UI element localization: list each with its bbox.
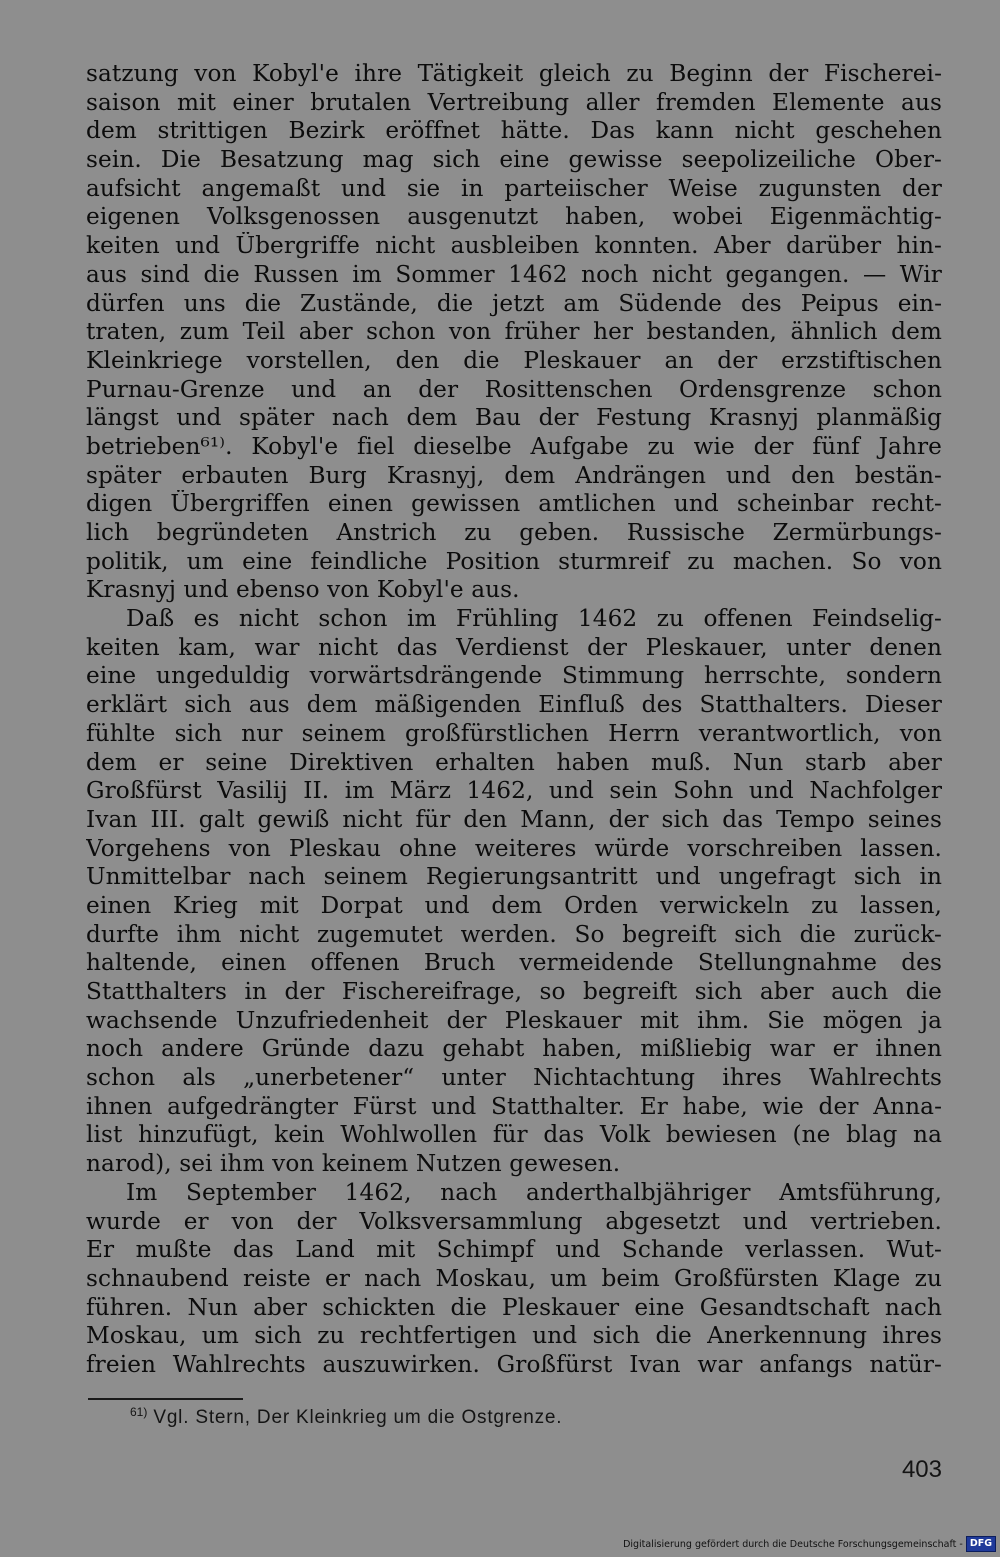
text-line: schon als „unerbetener“ unter Nichtachtung ihres Wahlrechts: [86, 1064, 942, 1092]
body-text: [86, 60, 942, 1380]
text-line: fühlte sich nur seinem großfürstlichen Herrn verantwortlich, von: [86, 719, 942, 747]
paragraph: [86, 60, 942, 605]
text-line: Purnau-Grenze und an der Rosittenschen Ordensgrenze schon: [86, 375, 942, 403]
text-line: später erbauten Burg Krasnyj, dem Andrängen und den bestän-: [86, 461, 942, 489]
text-line: längst und später nach dem Bau der Festung Krasnyj planmäßig: [86, 404, 942, 432]
text-line: narod), sei ihm von keinem Nutzen gewesen.: [86, 1150, 621, 1178]
text-line: Moskau, um sich zu rechtfertigen und sich die Anerkennung ihres: [86, 1322, 942, 1350]
footnote: [130, 1407, 562, 1429]
text-line: wachsende Unzufriedenheit der Pleskauer mit ihm. Sie mögen ja: [86, 1006, 942, 1034]
text-line: freien Wahlrechts auszuwirken. Großfürst Ivan war anfangs natür-: [86, 1350, 942, 1378]
text-line: Ivan III. galt gewiß nicht für den Mann, der sich das Tempo seines: [86, 805, 942, 833]
text-line: Großfürst Vasilij II. im März 1462, und sein Sohn und Nachfolger: [86, 777, 942, 805]
text-line: Er mußte das Land mit Schimpf und Schande verlassen. Wut-: [86, 1236, 942, 1264]
text-line: Kleinkriege vorstellen, den die Pleskauer an der erzstiftischen: [86, 346, 942, 374]
text-line: politik, um eine feindliche Position sturmreif zu machen. So von: [86, 547, 942, 575]
text-line: betrieben⁶¹⁾. Kobyl'e fiel dieselbe Aufgabe zu wie der fünf Jahre: [86, 432, 942, 460]
text-line: einen Krieg mit Dorpat und dem Orden verwickeln zu lassen,: [86, 891, 942, 919]
text-line: erklärt sich aus dem mäßigenden Einfluß des Statthalters. Dieser: [86, 691, 942, 719]
text-line: keiten kam, war nicht das Verdienst der Pleskauer, unter denen: [86, 633, 942, 661]
text-line: sein. Die Besatzung mag sich eine gewisse seepolizeiliche Ober-: [86, 146, 942, 174]
text-line: eigenen Volksgenossen ausgenutzt haben, wobei Eigenmächtig-: [86, 203, 942, 231]
dfg-logo: DFG: [966, 1536, 996, 1552]
paragraph: [86, 605, 942, 1179]
text-line: dem strittigen Bezirk eröffnet hätte. Das kann nicht geschehen: [86, 117, 942, 145]
text-line: Krasnyj und ebenso von Kobyl'e aus.: [86, 576, 520, 604]
text-line: ihnen aufgedrängter Fürst und Statthalter. Er habe, wie der Anna-: [86, 1092, 942, 1120]
digitization-credit: [623, 1535, 996, 1553]
paragraph: [86, 1179, 942, 1380]
page-number: 403: [901, 1456, 942, 1483]
text-line: führen. Nun aber schickten die Pleskauer eine Gesandtschaft nach: [86, 1293, 942, 1321]
text-line: Statthalters in der Fischereifrage, so begreift sich aber auch die: [86, 978, 942, 1005]
text-line: wurde er von der Volksversammlung abgesetzt und vertrieben.: [86, 1207, 942, 1235]
text-line: Unmittelbar nach seinem Regierungsantritt und ungefragt sich in: [86, 863, 942, 891]
text-line: Daß es nicht schon im Frühling 1462 zu offenen Feindselig-: [126, 605, 942, 633]
text-line: aus sind die Russen im Sommer 1462 noch nicht gegangen. — Wir: [86, 260, 942, 288]
footnote-text: Vgl. Stern, Der Kleinkrieg um die Ostgrenze.: [153, 1407, 563, 1428]
text-line: digen Übergriffen einen gewissen amtlichen und scheinbar recht-: [86, 490, 942, 518]
text-line: haltende, einen offenen Bruch vermeidende Stellungnahme des: [86, 949, 942, 977]
text-line: dürfen uns die Zustände, die jetzt am Südende des Peipus ein-: [86, 289, 942, 317]
text-line: satzung von Kobyl'e ihre Tätigkeit gleich zu Beginn der Fischerei-: [86, 60, 942, 87]
text-line: traten, zum Teil aber schon von früher her bestanden, ähnlich dem: [86, 318, 942, 346]
credit-text: Digitalisierung gefördert durch die Deutsche Forschungsgemeinschaft -: [623, 1538, 963, 1550]
text-line: Vorgehens von Pleskau ohne weiteres würde vorschreiben lassen.: [86, 834, 942, 862]
text-line: schnaubend reiste er nach Moskau, um beim Großfürsten Klage zu: [86, 1264, 942, 1292]
text-line: aufsicht angemaßt und sie in parteiischer Weise zugunsten der: [86, 174, 942, 202]
text-line: durfte ihm nicht zugemutet werden. So begreift sich die zurück-: [86, 920, 942, 948]
text-line: noch andere Gründe dazu gehabt haben, mißliebig war er ihnen: [86, 1035, 942, 1063]
text-line: Im September 1462, nach anderthalbjähriger Amtsführung,: [126, 1178, 942, 1206]
footnote-divider: [88, 1398, 243, 1400]
text-line: keiten und Übergriffe nicht ausbleiben konnten. Aber darüber hin-: [86, 232, 942, 260]
text-line: saison mit einer brutalen Vertreibung aller fremden Elemente aus: [86, 88, 942, 116]
text-line: lich begründeten Anstrich zu geben. Russische Zermürbungs-: [86, 519, 942, 546]
footnote-marker: 61): [130, 1405, 148, 1419]
text-line: list hinzufügt, kein Wohlwollen für das Volk bewiesen (ne blag na: [86, 1121, 942, 1149]
text-line: eine ungeduldig vorwärtsdrängende Stimmung herrschte, sondern: [86, 662, 942, 690]
text-line: dem er seine Direktiven erhalten haben muß. Nun starb aber: [86, 748, 942, 776]
